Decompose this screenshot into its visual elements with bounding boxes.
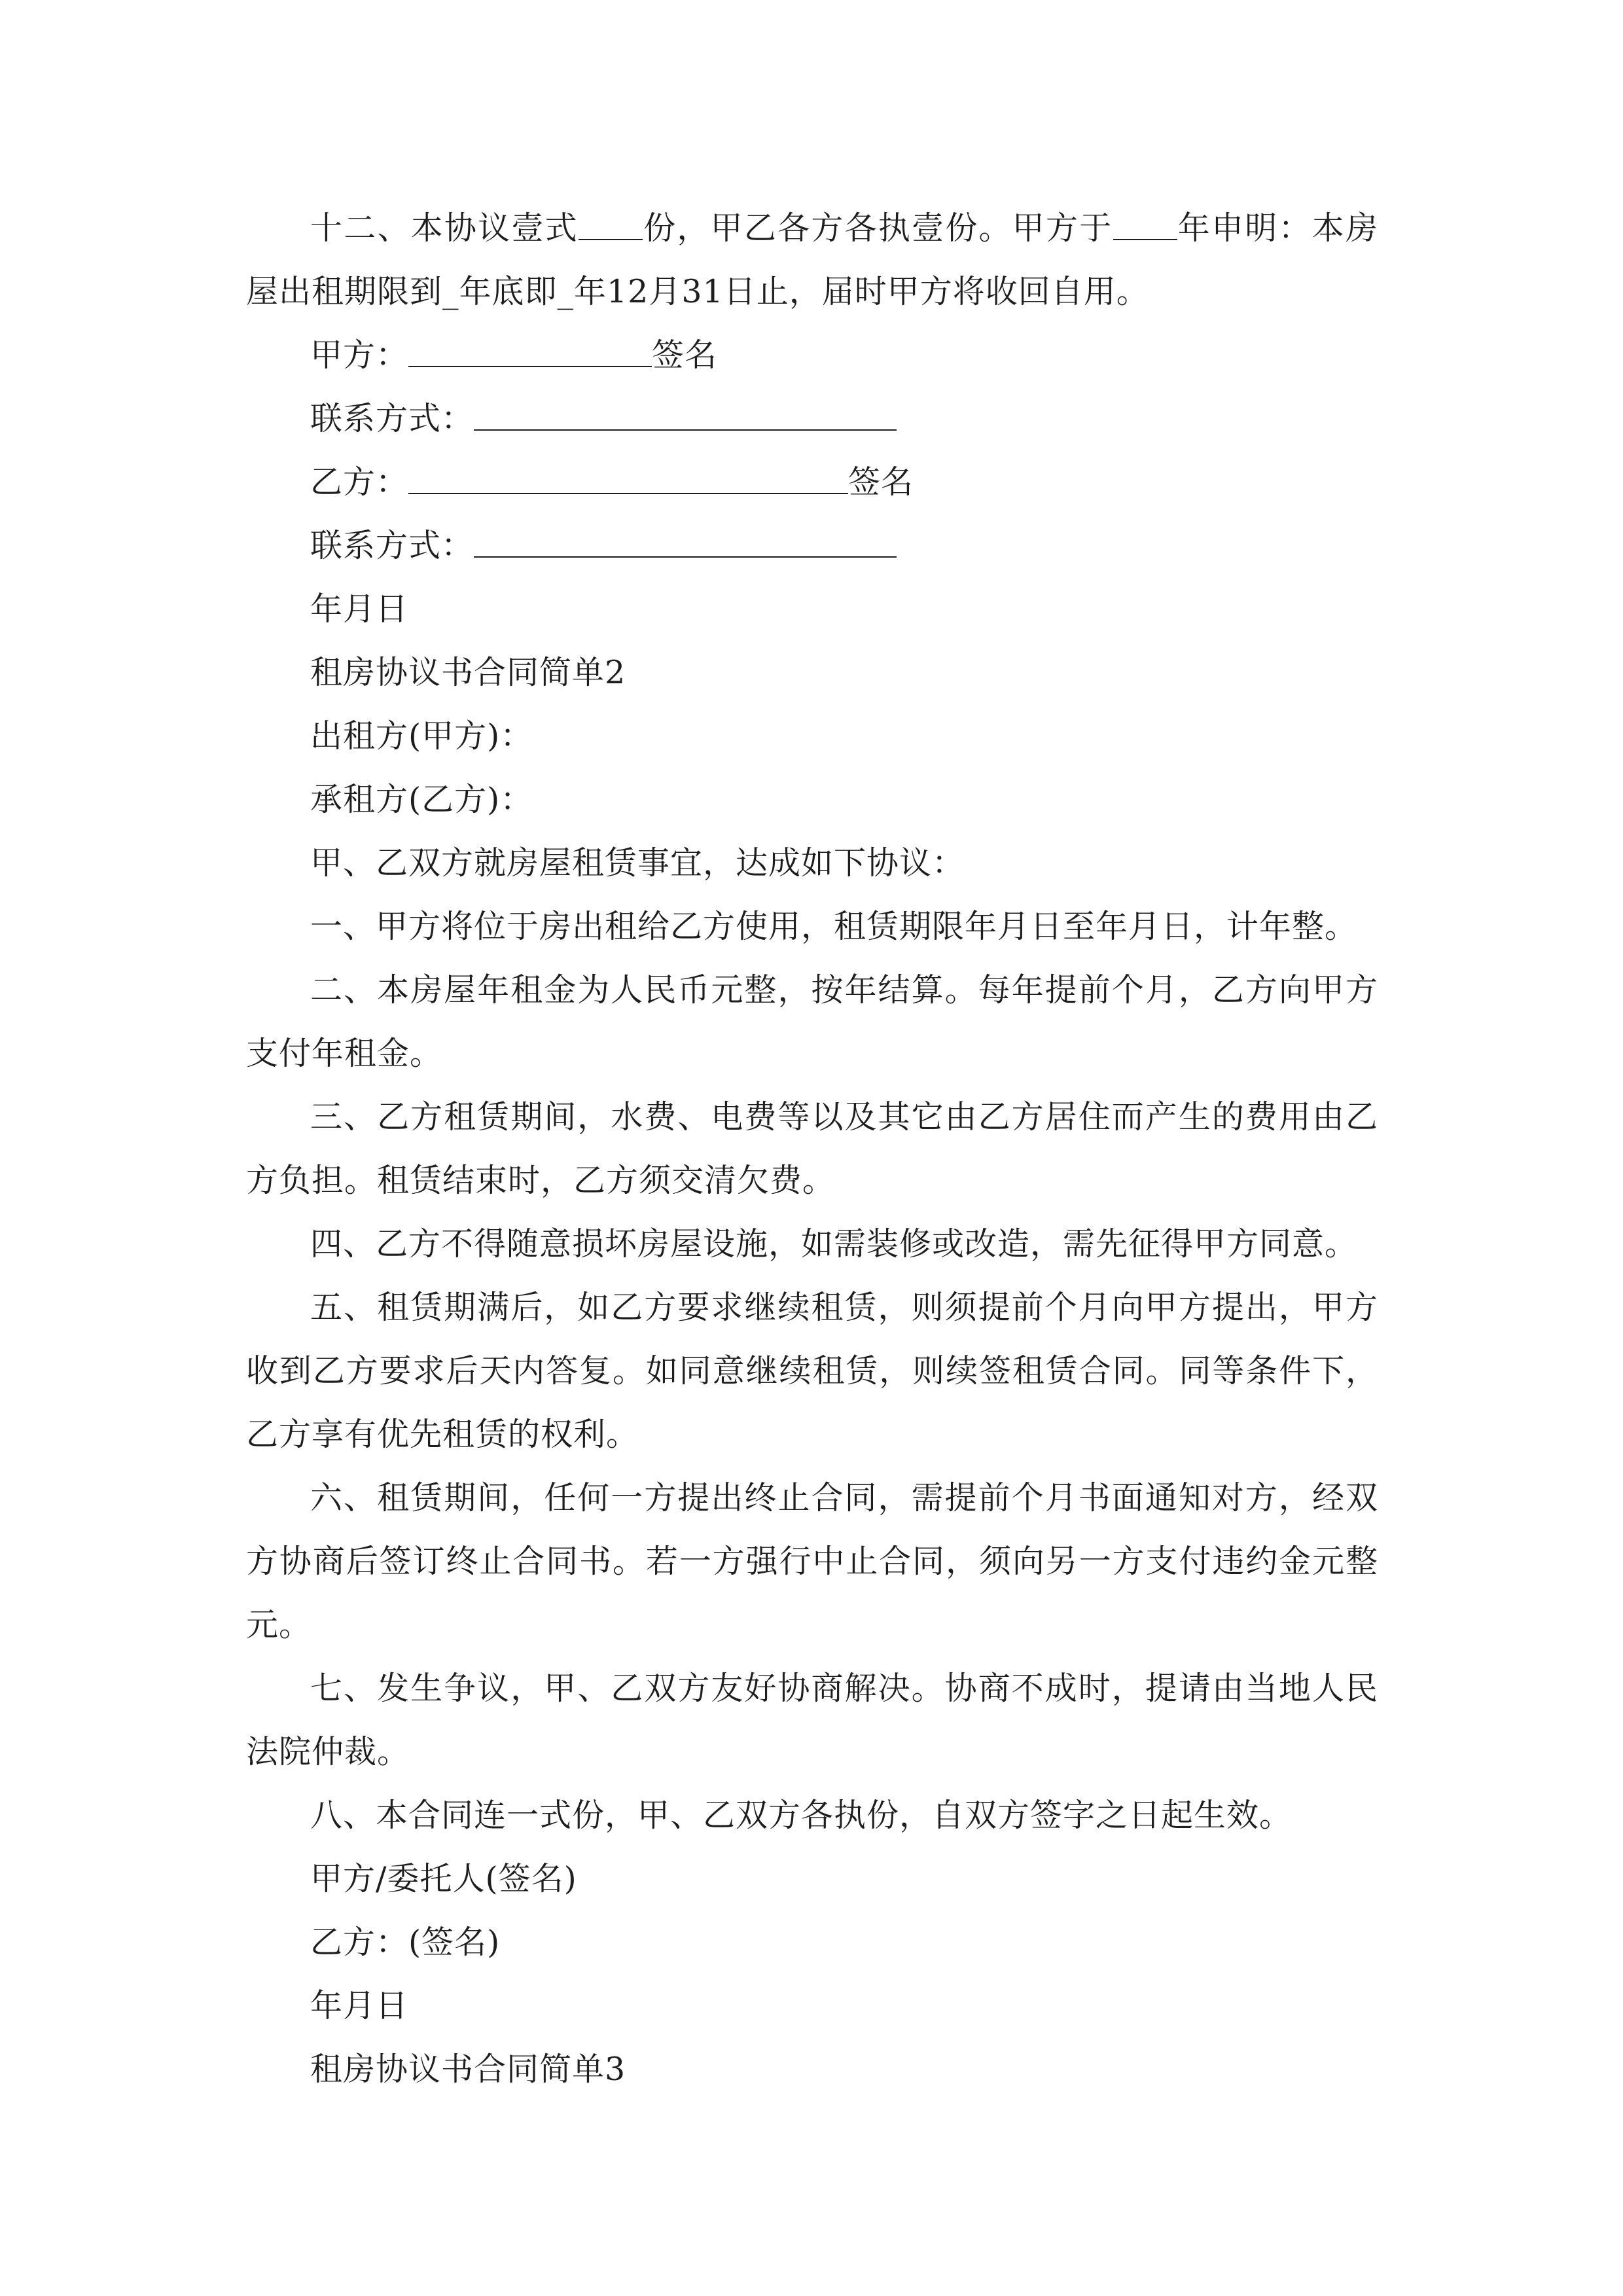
clause-1: 一、甲方将位于房出租给乙方使用，租赁期限年月日至年月日，计年整。 [310,908,1358,945]
clause-12-text-1: 十二、本协议壹式 [310,209,579,247]
document-page [246,196,1378,2101]
party-a-label: 甲方： [310,336,409,374]
clause-4: 四、乙方不得随意损坏房屋设施，如需装修或改造，需先征得甲方同意。 [310,1225,1358,1263]
signature-label: 签名 [652,336,718,374]
clause-6: 六、租赁期间，任何一方提出终止合同，需提前个月书面通知对方，经双方协商后签订终止合同书。若一方强行中止合同，须向另一方支付违约金元整元。 [246,1479,1378,1643]
year-blank [1113,207,1177,240]
clause-3: 三、乙方租赁期间，水费、电费等以及其它由乙方居住而产生的费用由乙方负担。租赁结束时，乙方须交清欠费。 [246,1098,1378,1199]
party-b-label: 乙方： [310,463,409,501]
party-a-contact-line [246,387,1378,450]
clause-7: 七、发生争议，甲、乙双方友好协商解决。协商不成时，提请由当地人民法院仲裁。 [246,1670,1378,1770]
party-b-signature-blank [408,461,848,494]
clause-12-text-3: 年申明：本房屋出租期限到_年底即_年12月31日止，届时甲方将收回自用。 [246,209,1378,310]
date-line: 年月日 [310,590,409,628]
contact-label: 联系方式： [310,527,474,564]
contract-title-3: 租房协议书合同简单3 [310,2051,626,2088]
party-b-contact-line [246,514,1378,577]
party-b-signature: 乙方：(签名) [310,1924,501,1961]
contact-label: 联系方式： [310,400,474,437]
clause-12 [246,196,1378,323]
party-a-agent-signature: 甲方/委托人(签名) [310,1860,577,1897]
copies-blank [579,207,643,240]
party-b-signature-line [246,450,1378,514]
signature-label: 签名 [848,463,914,501]
date-line-2: 年月日 [310,1987,409,2024]
clause-2: 二、本房屋年租金为人民币元整，按年结算。每年提前个月，乙方向甲方支付年租金。 [246,971,1378,1072]
party-b-contact-blank [474,524,897,558]
clause-5: 五、租赁期满后，如乙方要求继续租赁，则须提前个月向甲方提出，甲方收到乙方要求后天内答复。如同意继续租赁，则续签租赁合同。同等条件下，乙方享有优先租赁的权利。 [246,1289,1378,1453]
party-a-contact-blank [474,397,897,431]
clause-12-text-2: 份，甲乙各方各执壹份。甲方于 [642,209,1113,247]
clause-8: 八、本合同连一式份，甲、乙双方各执份，自双方签字之日起生效。 [310,1797,1293,1834]
lessee-line: 承租方(乙方)： [310,781,533,818]
contract-title-2: 租房协议书合同简单2 [310,654,626,691]
intro-line: 甲、乙双方就房屋租赁事宜，达成如下协议： [310,844,965,882]
lessor-line: 出租方(甲方)： [310,717,533,755]
party-a-signature-line [246,323,1378,387]
party-a-signature-blank [408,334,652,367]
